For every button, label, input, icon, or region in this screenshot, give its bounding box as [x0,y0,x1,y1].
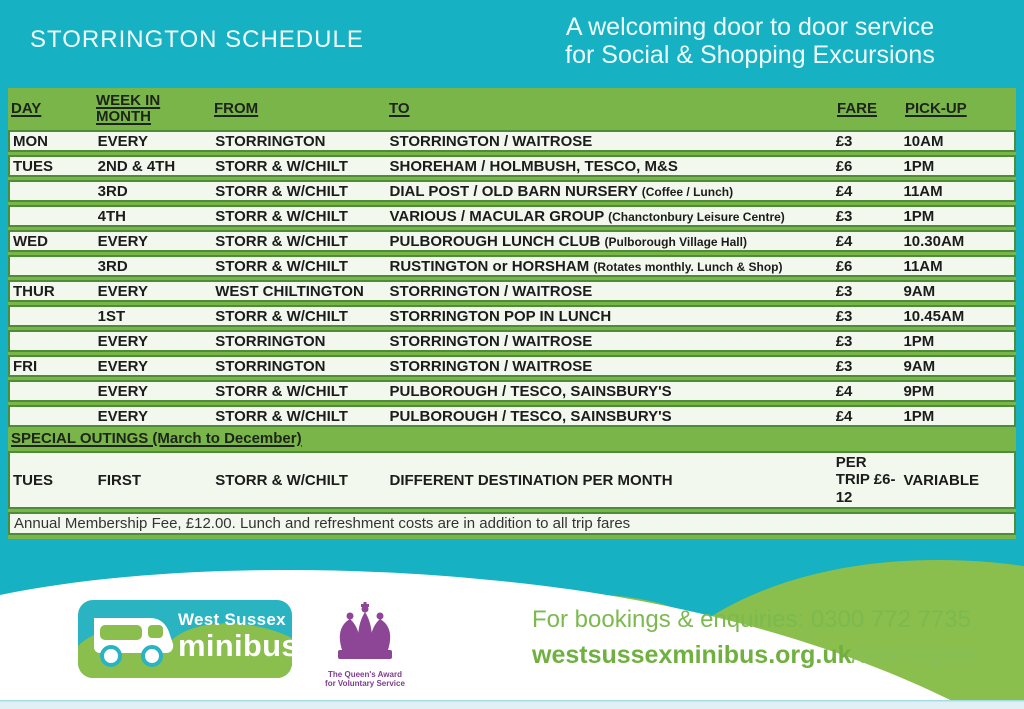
table-row: FRI EVERY STORRINGTON STORRINGTON / WAITROSE £3 9AM [8,355,1016,377]
table-row: EVERY STORR & W/CHILT PULBOROUGH / TESCO, SAINSBURY'S £4 9PM [8,380,1016,402]
table-row: 1ST STORR & W/CHILT STORRINGTON POP IN LUNCH £3 10.45AM [8,305,1016,327]
header-day: DAY [11,100,42,118]
website-domain: westsussexminibus.org.uk [532,641,852,669]
table-row: 4TH STORR & W/CHILT VARIOUS / MACULAR GROUP (Chanctonbury Leisure Centre) £3 1PM [8,205,1016,227]
website-url [532,641,977,670]
contact-block [532,606,977,670]
membership-footnote: Annual Membership Fee, £12.00. Lunch and refreshment costs are in addition to all trip fares [8,512,1016,535]
crown-icon [329,602,401,664]
special-outings-row: TUES FIRST STORR & W/CHILT DIFFERENT DESTINATION PER MONTH PER TRIP £6-12 VARIABLE [8,451,1016,509]
table-row: MON EVERY STORRINGTON STORRINGTON / WAITROSE £3 10AM [8,130,1016,152]
special-outings-heading: SPECIAL OUTINGS (March to December) [11,430,302,447]
header-pickup: PICK-UP [905,100,967,118]
table-row: EVERY STORRINGTON STORRINGTON / WAITROSE £3 1PM [8,330,1016,352]
header-fare: FARE [837,100,878,118]
tagline-line2: for Social & Shopping Excursions [565,41,935,69]
queens-award-text: The Queen's Award for Voluntary Service [325,670,405,689]
table-row: WED EVERY STORR & W/CHILT PULBOROUGH LUNCH CLUB (Pulborough Village Hall) £4 10.30AM [8,230,1016,252]
table-row: 3RD STORR & W/CHILT RUSTINGTON or HORSHAM (Rotates monthly. Lunch & Shop) £6 11AM [8,255,1016,277]
header-week: WEEK IN MONTH [96,92,161,125]
table-row: THUR EVERY WEST CHILTINGTON STORRINGTON / WAITROSE £3 9AM [8,280,1016,302]
table-row: TUES 2ND & 4TH STORR & W/CHILT SHOREHAM / HOLMBUSH, TESCO, M&S £6 1PM [8,155,1016,177]
header-from: FROM [214,100,259,118]
table-row: 3RD STORR & W/CHILT DIAL POST / OLD BARN NURSERY (Coffee / Lunch) £4 11AM [8,180,1016,202]
schedule-table [8,88,1016,539]
queens-award-logo [308,602,422,688]
west-sussex-minibus-logo [78,600,299,683]
footer-band [0,540,1024,709]
tagline-line1: A welcoming door to door service [565,13,935,41]
minibus-logo-text: West Sussex minibus [178,610,299,663]
website-path: /storrington [851,641,977,669]
page-title: STORRINGTON SCHEDULE [30,26,364,53]
tagline [545,13,955,69]
header-to: TO [389,100,410,118]
table-header-row [8,88,1016,130]
bookings-phone: For bookings & enquiries: 0300 772 7735 [532,606,971,633]
table-row: EVERY STORR & W/CHILT PULBOROUGH / TESCO, SAINSBURY'S £4 1PM [8,405,1016,427]
